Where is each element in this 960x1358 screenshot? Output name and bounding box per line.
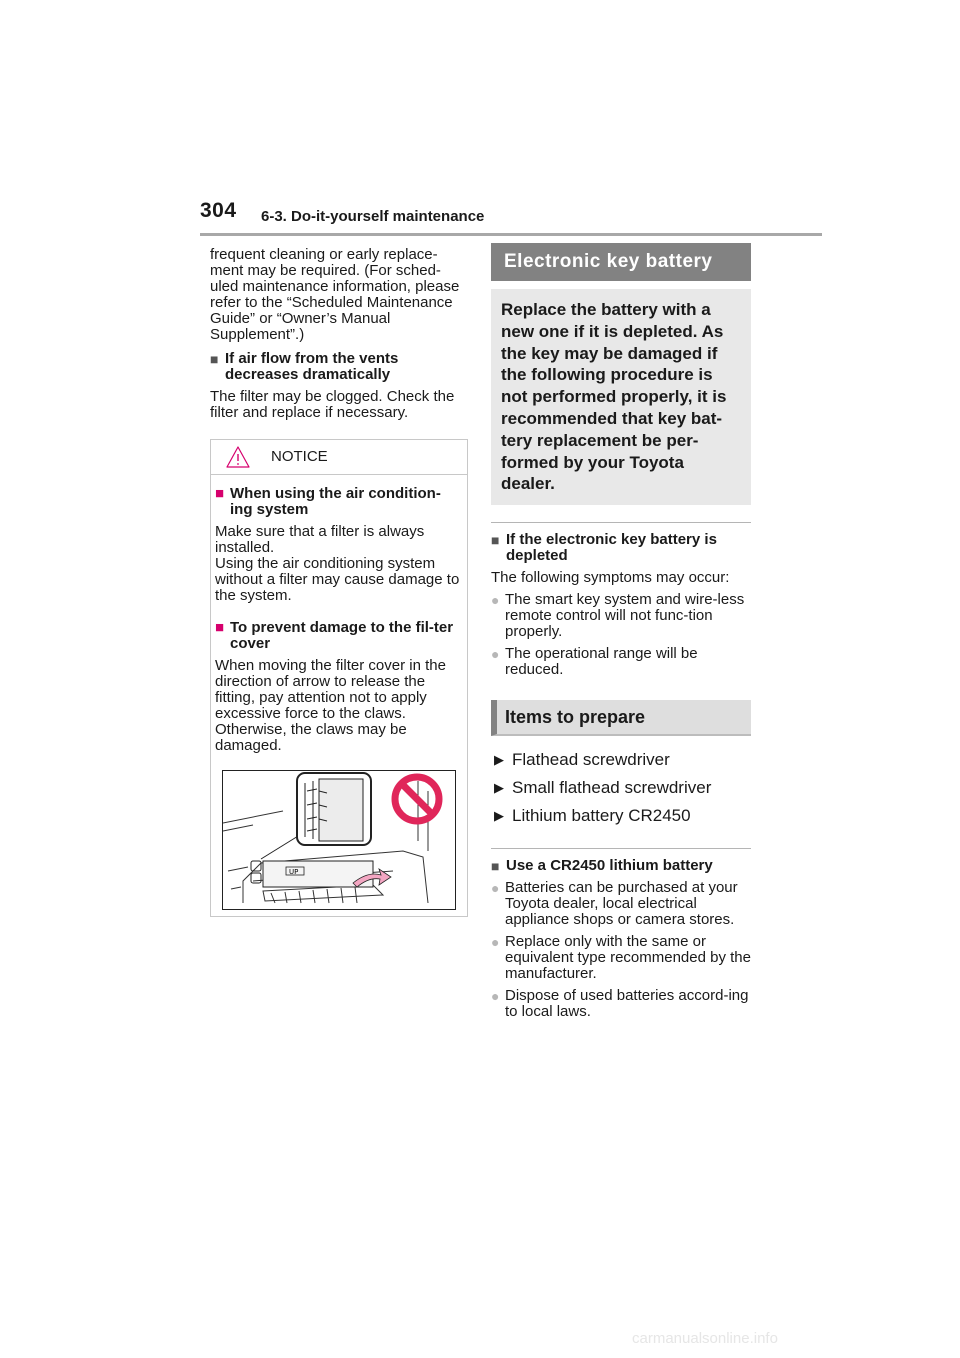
square-bullet-icon: ■ [491, 858, 500, 875]
bullet-dot-icon: ● [491, 988, 500, 1005]
list-item: ● Dispose of used batteries accord-ing to local laws. [491, 987, 749, 1021]
notice-heading-ac: ■ When using the air condition-ing system [215, 485, 441, 518]
depleted-text: The following symptoms may occur: [491, 569, 730, 587]
list-item: ● Batteries can be purchased at your Toyota dealer, local electrical appliance shops or camera stores. [491, 879, 738, 929]
notice-label: NOTICE [271, 448, 328, 465]
list-item: ● The smart key system and wire-less remote control will not func-tion properly. [491, 591, 745, 641]
electronic-key-battery-banner: Electronic key battery [491, 243, 751, 281]
divider [491, 848, 751, 849]
arrow-bullet-icon: ▶ [494, 752, 504, 768]
bullet-dot-icon: ● [491, 934, 500, 951]
bullet-dot-icon: ● [491, 880, 500, 897]
square-bullet-icon: ■ [210, 351, 219, 367]
watermark: carmanualsonline.info [632, 1330, 778, 1347]
arrow-bullet-icon: ▶ [494, 780, 504, 796]
notice-box [210, 439, 468, 917]
list-item: ▶ Lithium battery CR2450 [491, 802, 751, 830]
prohibited-icon [395, 777, 439, 821]
tool-list [491, 746, 751, 830]
filter-cover-illustration [222, 770, 456, 910]
battery-heading: ■ Use a CR2450 lithium battery [491, 857, 713, 875]
depleted-heading: ■ If the electronic key battery is depleted [491, 531, 717, 565]
up-label: UP [289, 868, 299, 876]
list-item: ▶ Flathead screwdriver [491, 746, 751, 774]
notice-header [211, 440, 467, 475]
airflow-heading: ■ If air flow from the vents decreases dramatically [210, 350, 399, 383]
items-to-prepare-banner: Items to prepare [491, 700, 751, 736]
right-column [491, 243, 751, 1026]
notice-heading-cover: ■ To prevent damage to the fil-ter cover [215, 619, 454, 652]
page-number: 304 [200, 199, 237, 222]
intro-paragraph: frequent cleaning or early replace-ment may be required. (For sched-uled maintenance information, please refer to the “Scheduled Maintenance Guide” or “Owner’s Manual Supplement”.) [210, 246, 460, 343]
square-bullet-icon: ■ [215, 485, 225, 502]
list-item: ● The operational range will be reduced. [491, 645, 698, 679]
warning-triangle-icon [225, 445, 251, 469]
notice-text-ac-b: Using the air conditioning system without a filter may cause damage to the system. [215, 555, 460, 604]
arrow-bullet-icon: ▶ [494, 808, 504, 824]
notice-text-cover: When moving the filter cover in the direction of arrow to release the fitting, pay attention not to apply excessive force to the claws. Otherwise, the claws may be damaged. [215, 657, 446, 754]
section-title: 6-3. Do-it-yourself maintenance [261, 208, 485, 225]
bullet-dot-icon: ● [491, 646, 500, 663]
divider [491, 522, 751, 523]
bullet-dot-icon: ● [491, 592, 500, 609]
list-item: ● Replace only with the same or equivalent type recommended by the manufacturer. [491, 933, 751, 983]
airflow-text: The filter may be clogged. Check the filter and replace if necessary. [210, 388, 455, 421]
square-bullet-icon: ■ [215, 619, 225, 636]
glovebox-drawing [223, 771, 455, 909]
intro-box: Replace the battery with a new one if it is depleted. As the key may be damaged if the following procedure is not performed properly, it is recommended that key bat-tery replacement be per-formed by your Toyota dealer. [491, 289, 751, 505]
left-column [210, 247, 468, 917]
square-bullet-icon: ■ [491, 532, 500, 549]
list-item: ▶ Small flathead screwdriver [491, 774, 751, 802]
notice-text-ac-a: Make sure that a filter is always installed. [215, 523, 425, 556]
header-rule [200, 233, 822, 236]
